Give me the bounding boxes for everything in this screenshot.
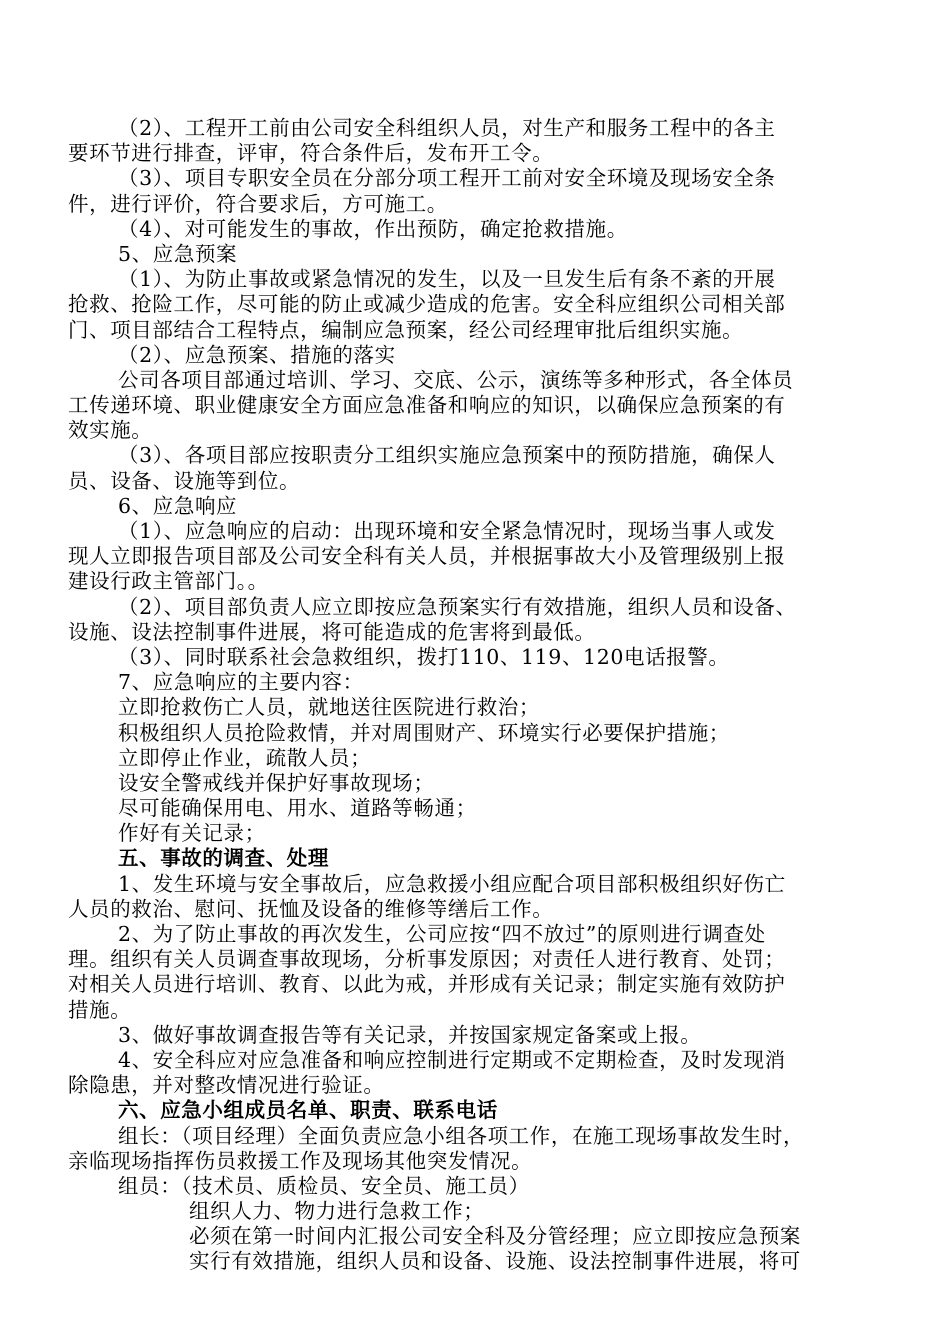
text-line: （1）、为防止事故或紧急情况的发生，以及一旦发生后有条不紊的开展 xyxy=(118,267,776,292)
text-line: （4）、对可能发生的事故，作出预防，确定抢救措施。 xyxy=(118,216,628,241)
text-line: 门、项目部结合工程特点，编制应急预案，经公司经理审批后组织实施。 xyxy=(68,317,744,342)
text-line: （3）、各项目部应按职责分工组织实施应急预案中的预防措施，确保人 xyxy=(118,443,776,468)
document-body xyxy=(68,116,898,1275)
text-line: 组长：（项目经理）全面负责应急小组各项工作，在施工现场事故发生时， xyxy=(118,1123,805,1148)
text-line: 措施。 xyxy=(68,997,132,1022)
text-line: 对相关人员进行培训、教育、以此为戒，并形成有关记录；制定实施有效防护 xyxy=(68,972,786,997)
text-line: 立即停止作业，疏散人员； xyxy=(118,745,372,770)
text-line: 立即抢救伤亡人员，就地送往医院进行救治； xyxy=(118,695,540,720)
text-line: 要环节进行排查，评审，符合条件后，发布开工令。 xyxy=(68,141,554,166)
text-line: 积极组织人员抢险救情，并对周围财产、环境实行必要保护措施； xyxy=(118,720,730,745)
text-line: （2）、工程开工前由公司安全科组织人员，对生产和服务工程中的各主 xyxy=(118,116,776,140)
text-line: 公司各项目部通过培训、学习、交底、公示，演练等多种形式，各全体员 xyxy=(118,367,794,392)
text-line: 人员的救治、慰问、抚恤及设备的维修等缮后工作。 xyxy=(68,896,554,921)
section-heading: 六、应急小组成员名单、职责、联系电话 xyxy=(118,1098,498,1123)
text-line: 1、发生环境与安全事故后，应急救援小组应配合项目部积极组织好伤亡 xyxy=(118,871,786,896)
text-line: 抢救、抢险工作，尽可能的防止或减少造成的危害。安全科应组织公司相关部 xyxy=(68,292,786,317)
text-line: 尽可能确保用电、用水、道路等畅通； xyxy=(118,796,477,821)
text-line: （3）、同时联系社会急救组织，拨打110、119、120电话报警。 xyxy=(118,644,730,669)
text-line: 3、做好事故调查报告等有关记录，并按国家规定备案或上报。 xyxy=(118,1022,702,1047)
text-line: 2、为了防止事故的再次发生，公司应按“四不放过”的原则进行调查处 xyxy=(118,922,766,946)
text-line: 理。组织有关人员调查事故现场，分析事发原因；对责任人进行教育、处罚； xyxy=(68,947,786,972)
text-line: 实行有效措施，组织人员和设备、设施、设法控制事件进展，将可 xyxy=(189,1249,801,1274)
text-line: 除隐患，并对整改情况进行验证。 xyxy=(68,1073,385,1098)
text-line: 7、应急响应的主要内容： xyxy=(118,670,364,695)
section-heading: 五、事故的调查、处理 xyxy=(118,846,329,871)
text-line: （1）、应急响应的启动：出现环境和安全紧急情况时，现场当事人或发 xyxy=(118,519,776,543)
text-line: 4、安全科应对应急准备和响应控制进行定期或不定期检查，及时发现消 xyxy=(118,1047,786,1072)
text-line: 建设行政主管部门。。 xyxy=(68,569,269,594)
text-line: 设安全警戒线并保护好事故现场； xyxy=(118,770,435,795)
text-line: 亲临现场指挥伤员救援工作及现场其他突发情况。 xyxy=(68,1148,533,1173)
text-line: 现人立即报告项目部及公司安全科有关人员，并根据事故大小及管理级别上报 xyxy=(68,544,786,569)
text-line: 5、应急预案 xyxy=(118,241,238,266)
text-line: 作好有关记录； xyxy=(118,821,266,846)
text-line: 必须在第一时间内汇报公司安全科及分管经理；应立即按应急预案 xyxy=(189,1224,801,1249)
text-line: 6、应急响应 xyxy=(118,493,238,518)
text-line: 效实施。 xyxy=(68,418,153,443)
text-line: （2）、应急预案、措施的落实 xyxy=(118,342,396,367)
text-line: 件，进行评价，符合要求后，方可施工。 xyxy=(68,191,448,216)
text-line: 组员：（技术员、质检员、安全员、施工员） xyxy=(118,1173,530,1198)
text-line: 设施、设法控制事件进展，将可能造成的危害将到最低。 xyxy=(68,619,596,644)
text-line: （2）、项目部负责人应立即按应急预案实行有效措施，组织人员和设备、 xyxy=(118,594,797,619)
text-line: 组织人力、物力进行急救工作； xyxy=(189,1199,485,1224)
text-line: 工传递环境、职业健康安全方面应急准备和响应的知识，以确保应急预案的有 xyxy=(68,393,786,418)
text-line: 员、设备、设施等到位。 xyxy=(68,468,301,493)
text-line: （3）、项目专职安全员在分部分项工程开工前对安全环境及现场安全条 xyxy=(118,166,776,191)
